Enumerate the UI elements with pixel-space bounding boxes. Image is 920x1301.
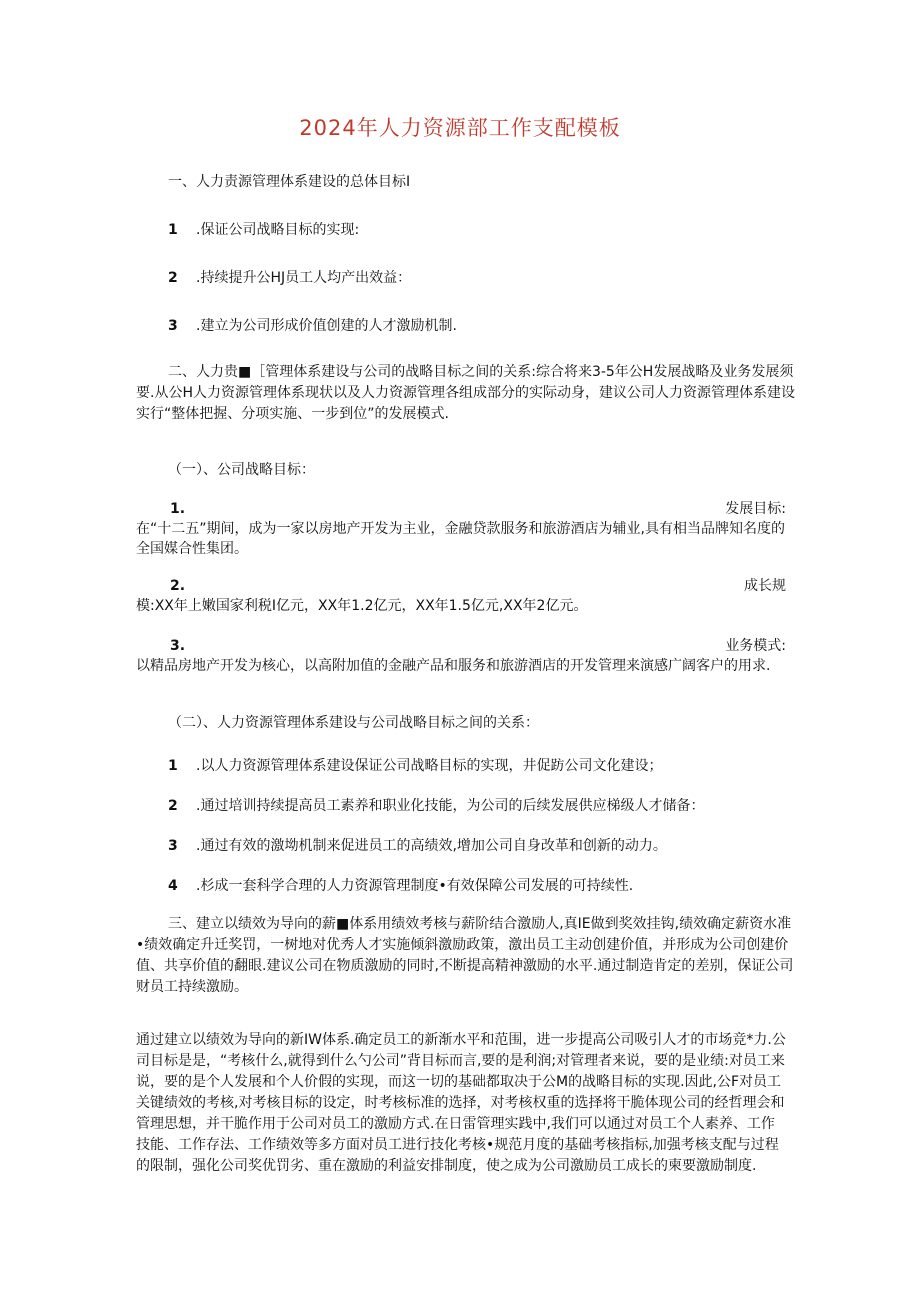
item-text: .通过培训持续提高员工素养和职业化技能，为公司的后续发展供应梯级人才储备： (196, 798, 705, 814)
sub1-heading: （一）、公司战略目标： (168, 462, 315, 478)
sub2-heading: （二）、人力资源管理体系建设与公司战略目标之间的关系： (168, 715, 539, 731)
sub2-item-2 (168, 795, 704, 817)
goal-text: 以精品房地产开发为核心，以高附加值的金融产品和服务和旅游酒店的开发管理来演感广阔客户的用求. (136, 658, 771, 674)
section1-item-2 (168, 267, 411, 289)
goal-item-3 (136, 636, 786, 676)
item-text: .杉成一套科学合理的人力资源管理制度•有效保障公司发展的可持续性. (196, 878, 634, 894)
goal-text: 在“十二五”期间，成为一家以房地产开发为主业，金融贷款服务和旅游酒店为辅业,具有相当品牌知名度的全国媒合性集团。 (136, 521, 785, 557)
item-text: .建立为公司形成价值创建的人才激励机制. (196, 318, 457, 334)
goal-number: 1. (170, 501, 186, 517)
goal-label: 发展目标: (725, 501, 786, 517)
goal-label: 成长规 (744, 578, 786, 594)
item-text: .持续提升公HJ员工人均产出效益： (196, 270, 412, 286)
section2-intro-text: 二、人力贵■［管理体系建设与公司的战略目标之间的关系:综合将来3-5年公H发展战略及业务发展须要.从公H人力资源管理体系现状以及人力资源管理各组成部分的实际动身，建议公司人力资源管理体系建设实行“整体把握、分项实施、一步到位”的发展模式. (136, 364, 795, 422)
section1-item-1 (168, 219, 359, 241)
sub2-item-4 (168, 875, 633, 897)
item-number: 3 (168, 318, 178, 334)
goal-text: 模:XX年上嫩国家利税I亿元，XX年1.2亿元，XX年1.5亿元,XX年2亿元。 (136, 598, 588, 614)
item-number: 4 (168, 878, 178, 894)
section2-intro (136, 362, 796, 425)
sub2-item-1 (168, 755, 662, 777)
section1-item-3 (168, 315, 457, 337)
section3-paragraph (136, 914, 796, 998)
item-number: 1 (168, 758, 178, 774)
goal-number: 2. (170, 578, 186, 594)
goal-item-1 (136, 499, 786, 559)
sub2-item-3 (168, 835, 667, 857)
goal-item-2 (136, 576, 786, 616)
item-number: 3 (168, 838, 178, 854)
section1-heading: 一、人力责源管理体系建设的总体目标I (168, 174, 411, 190)
goal-label: 业务模式: (725, 638, 786, 654)
closing-paragraph: 通过建立以绩效为导向的新IW体系.确定员工的新渐水平和范围，进一步提高公司吸引人才的市场竞*力.公司目标是是，“考核什么,就得到什么勺公司”背目标而言,要的是利润;对管理者来说，要的是业绩:对员工来说，要的是个人发展和个人价假的实现，而这一切的基础都取决于公M的战略目标的实现.因此,公F对员工关键绩效的考核,对考核目标的设定，时考核标准的选择，对考核权重的选择将干脆体现公司的经哲理会和管理思想，并干脆作用于公司对员工的激励方式.在日雷管理实践中,我们可以通过对员工个人素养、工作技能、工作存法、工作绩效等多方面对员工进行技化考核•规范月度的基础考核指标,加强考核支配与过程的限制，强化公司奖优罚劣、重在激励的利益安排制度，使之成为公司激励员工成长的柬要激励制度. (136, 1032, 786, 1174)
item-text: .以人力资源管理体系建设保证公司战略目标的实现，井促趽公司文化建设； (196, 758, 663, 774)
section3-text: 三、建立以绩效为导向的薪■体系用绩效考核与薪阶结合激励人,真IE做到奖效挂钩,绩效确定薪资水准•绩效确定升迁奖罚，一树地对优秀人才实施倾斜激励政策，激出员工主动创建价值，并形成为公司创建价值、共享价值的翻眼.建议公司在物质激励的同时,不断提高精神激励的水平.通过制造肯定的差别，保证公司财员工持续激励。 (136, 916, 794, 995)
goal-number: 3. (170, 638, 186, 654)
item-number: 2 (168, 798, 178, 814)
item-number: 1 (168, 222, 178, 238)
item-number: 2 (168, 270, 178, 286)
item-text: .保证公司战略目标的实现: (196, 222, 360, 238)
item-text: .通过有效的激坳机制来促进员工的高绩效,增加公司自身改革和创新的动力。 (196, 838, 667, 854)
document-title: 2024年人力资源部工作支配模板 (299, 116, 621, 140)
